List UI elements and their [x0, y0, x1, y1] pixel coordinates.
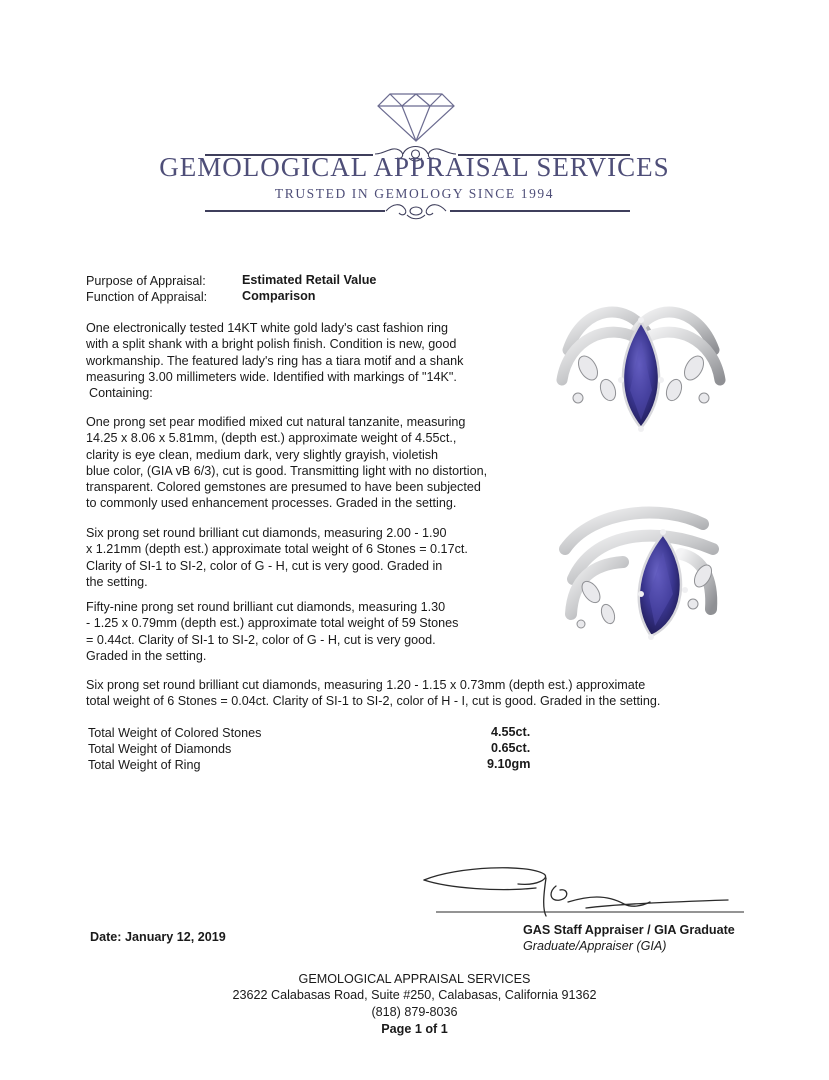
tanzanite-line: transparent. Colored gemstones are presumed to have been subjected: [86, 480, 481, 495]
description-line: Containing:: [89, 386, 153, 401]
function-label: Function of Appraisal:: [86, 290, 208, 304]
ring-photo-front: [548, 280, 734, 440]
diamonds-fiftynine-line: - 1.25 x 0.79mm (depth est.) approximate total weight of 59 Stones: [86, 616, 459, 631]
total-diamonds-label: Total Weight of Diamonds: [88, 742, 232, 756]
total-ring-label: Total Weight of Ring: [88, 758, 201, 772]
diamonds-six-line: x 1.21mm (depth est.) approximate total weight of 6 Stones = 0.17ct.: [86, 542, 468, 557]
tanzanite-line: 14.25 x 8.06 x 5.81mm, (depth est.) approximate weight of 4.55ct.,: [86, 431, 457, 446]
footer-company: GEMOLOGICAL APPRAISAL SERVICES: [298, 972, 531, 986]
header-rule-bottom-right: [450, 210, 630, 212]
diamonds-six-description: [86, 525, 468, 590]
total-colored-label: Total Weight of Colored Stones: [88, 726, 262, 740]
tanzanite-line: clarity is eye clean, medium dark, very slightly grayish, violetish: [86, 447, 439, 462]
description-line: workmanship. The featured lady's ring has a tiara motif and a shank: [86, 353, 464, 368]
company-brand: GEMOLOGICAL APPRAISAL SERVICES: [159, 152, 670, 182]
tanzanite-line: blue color, (GIA vB 6/3), cut is good. Transmitting light with no distortion,: [86, 463, 488, 478]
purpose-value: Estimated Retail Value: [242, 273, 377, 287]
signer-subtitle: Graduate/Appraiser (GIA): [523, 939, 667, 953]
diamonds-six-line: Clarity of SI-1 to SI-2, color of G - H, cut is very good. Graded in: [86, 558, 443, 573]
diamonds-fiftynine-line: = 0.44ct. Clarity of SI-1 to SI-2, color of G - H, cut is very good.: [86, 632, 436, 647]
diamonds-fiftynine-line: Graded in the setting.: [86, 648, 207, 663]
footer-address: 23622 Calabasas Road, Suite #250, Calabasas, California 91362: [232, 988, 597, 1002]
description-line: measuring 3.00 millimeters wide. Identified with markings of "14K".: [86, 369, 457, 384]
diamonds-six-line: the setting.: [86, 574, 148, 589]
company-tagline: TRUSTED IN GEMOLOGY SINCE 1994: [274, 186, 555, 201]
signer-title: GAS Staff Appraiser / GIA Graduate: [523, 923, 735, 937]
function-value: Comparison: [242, 289, 316, 303]
diamond-outline-icon: [376, 88, 456, 143]
diamonds-fiftynine-description: [86, 599, 458, 664]
diamonds-fiftynine-line: Fifty-nine prong set round brilliant cut diamonds, measuring 1.30: [86, 600, 446, 614]
total-colored-value: 4.55ct.: [491, 725, 531, 739]
tanzanite-line: One prong set pear modified mixed cut natural tanzanite, measuring: [86, 415, 466, 429]
diamonds-six-small-description: [86, 677, 660, 710]
diamonds-six-line: Six prong set round brilliant cut diamonds, measuring 2.00 - 1.90: [86, 526, 447, 540]
ring-photo-side: [553, 494, 728, 659]
tanzanite-line: to commonly used enhancement processes. Graded in the setting.: [86, 496, 457, 511]
total-ring-value: 9.10gm: [487, 757, 531, 771]
appraiser-signature: [418, 858, 748, 924]
flourish-ornament-icon: [383, 201, 449, 221]
total-diamonds-value: 0.65ct.: [491, 741, 531, 755]
ring-description: [86, 320, 463, 401]
page-number: Page 1 of 1: [381, 1022, 448, 1036]
diamonds-six-small-line: Six prong set round brilliant cut diamonds, measuring 1.20 - 1.15 x 0.73mm (depth est.) approximate: [86, 678, 646, 692]
purpose-label: Purpose of Appraisal:: [86, 274, 206, 288]
footer-phone: (818) 879-8036: [371, 1005, 458, 1019]
description-line: One electronically tested 14KT white gold lady's cast fashion ring: [86, 321, 448, 335]
diamonds-six-small-line: total weight of 6 Stones = 0.04ct. Clarity of SI-1 to SI-2, color of H - I, cut is good. Graded in the setting.: [86, 694, 661, 709]
tanzanite-description: [86, 414, 487, 512]
appraisal-date: Date: January 12, 2019: [90, 930, 226, 944]
description-line: with a split shank with a bright polish finish. Condition is new, good: [86, 337, 457, 352]
header-rule-bottom-left: [205, 210, 385, 212]
